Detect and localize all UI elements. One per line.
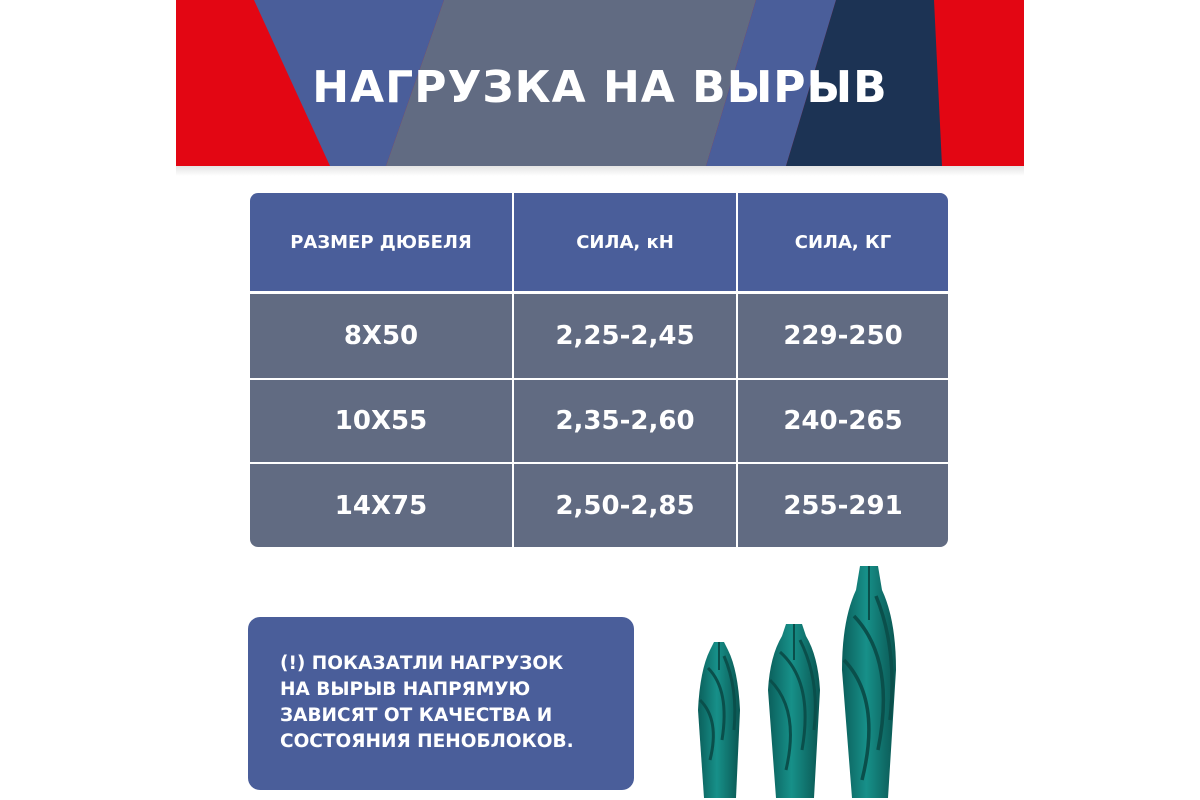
- cell-kg-row-1: 229-250: [738, 294, 948, 378]
- cell-size-row-2: 10X55: [250, 380, 512, 462]
- cell-kn-row-1: 2,25-2,45: [514, 294, 736, 378]
- page-title: НАГРУЗКА НА ВЫРЫВ: [312, 62, 888, 113]
- pullout-load-table: [250, 193, 948, 547]
- small-dowel-icon: [698, 642, 740, 798]
- cell-kg-row-2: 240-265: [738, 380, 948, 462]
- large-dowel-icon: [842, 566, 896, 798]
- banner-shadow: [176, 166, 1024, 176]
- cell-size-row-3: 14X75: [250, 464, 512, 547]
- note-line: СОСТОЯНИЯ ПЕНОБЛОКОВ.: [280, 731, 574, 752]
- cell-kn-row-3: 2,50-2,85: [514, 464, 736, 547]
- medium-dowel-icon: [768, 624, 820, 798]
- cell-kg-row-3: 255-291: [738, 464, 948, 547]
- note-line: ЗАВИСЯТ ОТ КАЧЕСТВА И: [280, 705, 553, 726]
- header-force-kg: СИЛА, КГ: [738, 193, 948, 291]
- header-force-kn: СИЛА, кН: [514, 193, 736, 291]
- cell-kn-row-2: 2,35-2,60: [514, 380, 736, 462]
- note-line: (!) ПОКАЗАТЛИ НАГРУЗОК: [280, 653, 564, 674]
- header-dowel-size: РАЗМЕР ДЮБЕЛЯ: [250, 193, 512, 291]
- cell-size-row-1: 8X50: [250, 294, 512, 378]
- note-line: НА ВЫРЫВ НАПРЯМУЮ: [280, 679, 531, 700]
- foam-concrete-dowels-icon: [690, 560, 1016, 800]
- product-infographic: [176, 0, 1024, 800]
- note-box: [248, 617, 634, 790]
- title-banner: [176, 0, 1024, 166]
